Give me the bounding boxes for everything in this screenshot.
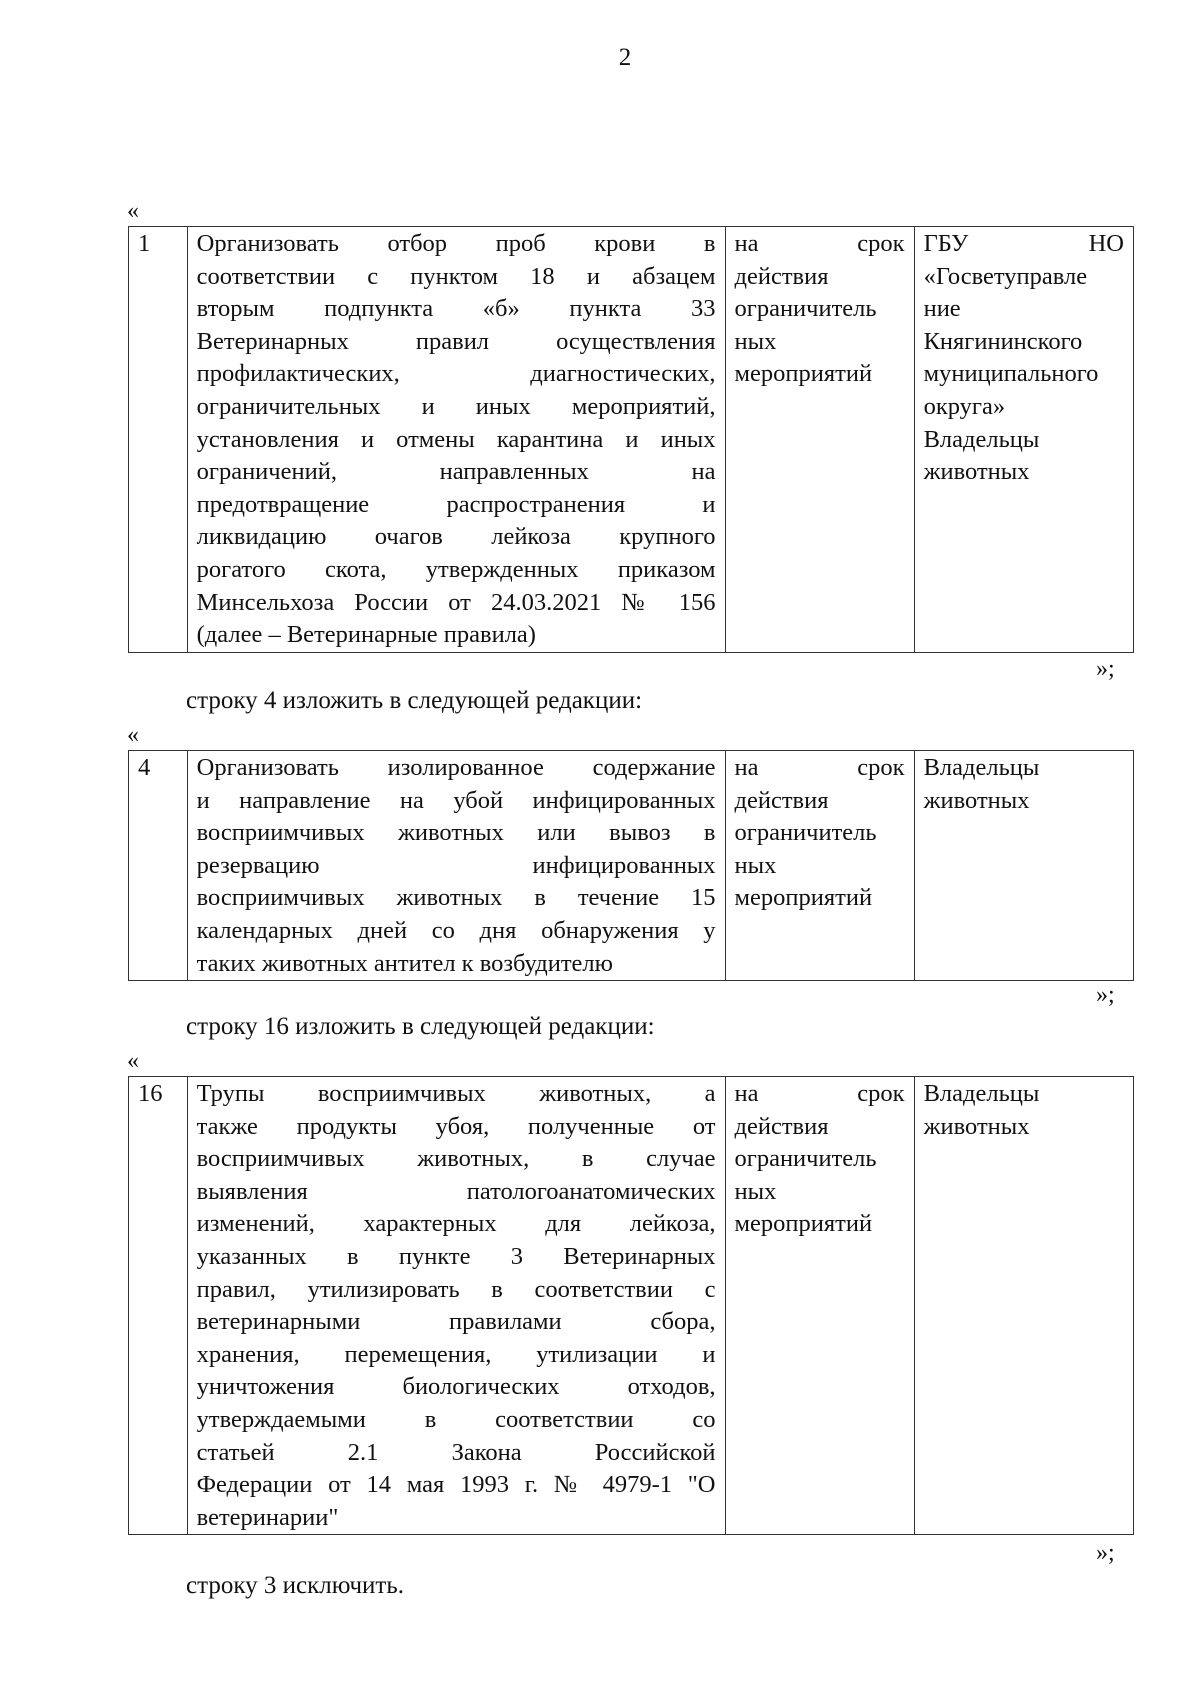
cell-line: ГБУ НО (923, 230, 1124, 257)
responsible-cell (914, 1077, 1133, 1535)
responsible-cell (914, 751, 1133, 981)
cell-line: восприимчивых животных или вывоз в (196, 819, 716, 847)
cell-line: рогатого скота, утвержденных приказом (196, 555, 716, 583)
table-row (129, 751, 1134, 981)
cell-line: Организовать изолированное содержание (196, 754, 716, 781)
responsible-cell (914, 227, 1133, 653)
row-number: 4 (129, 751, 188, 981)
term-cell (725, 227, 914, 653)
cell-line: календарных дней со дня обнаружения у (196, 916, 716, 944)
cell-line: соответствии с пунктом 18 и абзацем (196, 262, 716, 290)
cell-line: правил, утилизировать в соответствии с (196, 1275, 716, 1303)
cell-line: резервацию инфицированных (196, 851, 716, 879)
cell-line: Владельцы (923, 754, 1040, 781)
cell-line: также продукты убоя, полученные от (196, 1112, 716, 1140)
cell-line: ных (734, 1177, 777, 1205)
row-number: 16 (129, 1077, 188, 1535)
cell-line: ние (923, 295, 961, 323)
cell-line: профилактических, диагностических, (196, 360, 716, 388)
cell-line: Федерации от 14 мая 1993 г. № 4979-1 "О (196, 1471, 716, 1499)
cell-line: ветеринарными правилами сбора, (196, 1308, 716, 1336)
cell-line: животных (923, 458, 1030, 486)
quote-close: »; (1096, 1540, 1115, 1566)
cell-line: мероприятий (734, 884, 873, 912)
cell-line: таких животных антител к возбудителю (196, 949, 613, 977)
page-number: 2 (618, 44, 632, 71)
cell-line: муниципального (923, 360, 1099, 388)
quote-open: « (127, 722, 139, 748)
cell-line: на срок (734, 230, 905, 257)
cell-line: ных (734, 327, 777, 355)
cell-line: статьей 2.1 Закона Российской (196, 1438, 716, 1466)
cell-line: указанных в пункте 3 Ветеринарных (196, 1242, 716, 1270)
cell-line: ограничитель (734, 295, 877, 323)
cell-line: «Госветуправле (923, 262, 1088, 290)
cell-line: животных (923, 1112, 1030, 1140)
instruction-row-3: строку 3 исключить. (186, 1572, 404, 1599)
cell-line: ограничитель (734, 1145, 877, 1173)
cell-line: округа» (923, 392, 1006, 420)
quote-close: »; (1096, 656, 1115, 682)
cell-line: ограничений, направленных на (196, 458, 716, 486)
cell-line: установления и отмены карантина и иных (196, 425, 716, 453)
table-row (129, 227, 1134, 653)
cell-line: на срок (734, 1080, 905, 1107)
measure-cell (187, 227, 725, 653)
cell-line: Организовать отбор проб крови в (196, 230, 716, 257)
cell-line: утверждаемыми в соответствии со (196, 1405, 716, 1433)
term-cell (725, 751, 914, 981)
table-row (129, 1077, 1134, 1535)
amendment-table-row-4 (128, 750, 1134, 981)
amendment-table-row-16 (128, 1076, 1134, 1535)
cell-line: Ветеринарных правил осуществления (196, 327, 716, 355)
cell-line: восприимчивых животных в течение 15 (196, 884, 716, 912)
cell-line: выявления патологоанатомических (196, 1177, 716, 1205)
cell-line: изменений, характерных для лейкоза, (196, 1210, 716, 1238)
cell-line: ликвидацию очагов лейкоза крупного (196, 523, 716, 551)
cell-line: восприимчивых животных, в случае (196, 1145, 716, 1173)
cell-line: хранения, перемещения, утилизации и (196, 1340, 716, 1368)
row-number: 1 (129, 227, 188, 653)
measure-cell (187, 1077, 725, 1535)
cell-line: Владельцы (923, 425, 1040, 453)
instruction-row-16: строку 16 изложить в следующей редакции: (186, 1013, 655, 1040)
cell-line: действия (734, 1112, 829, 1140)
cell-line: Княгининского (923, 327, 1083, 355)
instruction-row-4: строку 4 изложить в следующей редакции: (186, 687, 643, 714)
cell-line: действия (734, 262, 829, 290)
cell-line: уничтожения биологических отходов, (196, 1373, 716, 1401)
cell-line: мероприятий (734, 360, 873, 388)
cell-line: Владельцы (923, 1080, 1040, 1107)
cell-line: действия (734, 786, 829, 814)
measure-cell (187, 751, 725, 981)
cell-line: Минсельхоза России от 24.03.2021 № 156 (196, 588, 716, 616)
quote-open: « (127, 198, 139, 224)
cell-line: (далее – Ветеринарные правила) (196, 621, 536, 649)
cell-line: Трупы восприимчивых животных, а (196, 1080, 716, 1107)
term-cell (725, 1077, 914, 1535)
quote-close: »; (1096, 982, 1115, 1008)
cell-line: животных (923, 786, 1030, 814)
cell-line: ветеринарии" (196, 1503, 339, 1531)
cell-line: ограничительных и иных мероприятий, (196, 392, 716, 420)
cell-line: вторым подпункта «б» пункта 33 (196, 295, 716, 323)
cell-line: предотвращение распространения и (196, 490, 716, 518)
quote-open: « (127, 1048, 139, 1074)
cell-line: ных (734, 851, 777, 879)
cell-line: ограничитель (734, 819, 877, 847)
cell-line: мероприятий (734, 1210, 873, 1238)
cell-line: и направление на убой инфицированных (196, 786, 716, 814)
cell-line: на срок (734, 754, 905, 781)
amendment-table-row-1 (128, 226, 1134, 653)
